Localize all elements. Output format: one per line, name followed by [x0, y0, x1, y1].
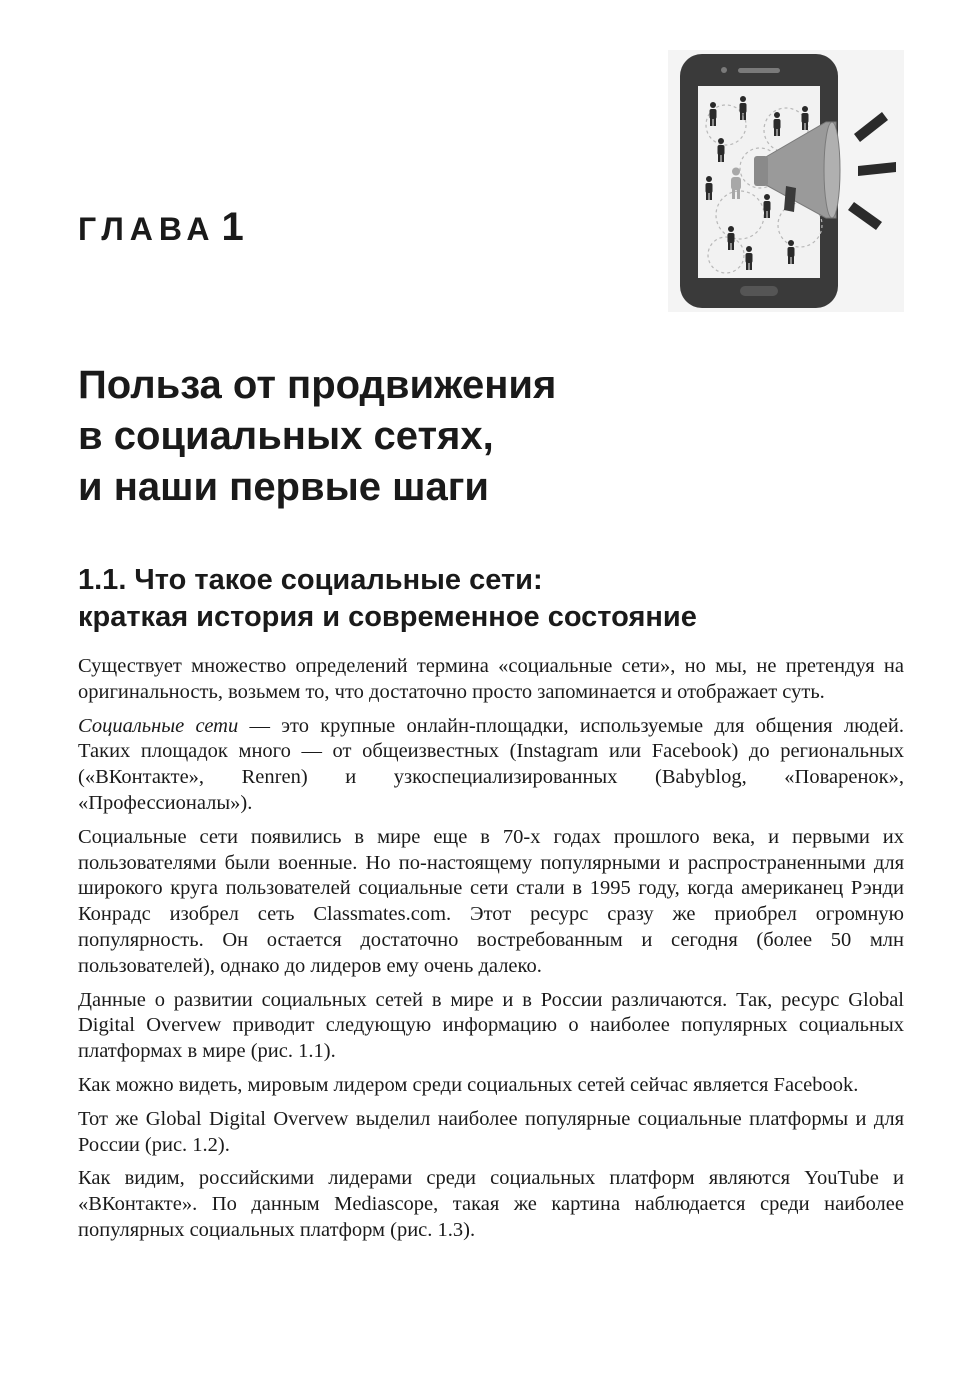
paragraph: [78, 714, 904, 817]
chapter-title-line: в социальных сетях,: [78, 414, 494, 458]
section-title: [78, 562, 898, 636]
term-emphasis: Социальные сети: [78, 714, 239, 737]
chapter-title: [78, 360, 698, 513]
section-title-line: краткая история и современное состояние: [78, 601, 697, 633]
chapter-number: 1: [221, 205, 244, 249]
paragraph: Тот же Global Digital Overvew выделил наиболее популярные социальные платформы и для России (рис. 1.2).: [78, 1107, 904, 1156]
paragraph: Данные о развитии социальных сетей в мире и в России различаются. Так, ресурс Global Digital Overvew приводит следующую информацию о наиболее популярных социальных платформах в мире (рис. 1.1).: [78, 988, 904, 1063]
paragraph: Как видим, российскими лидерами среди социальных платформ являются YouTube и «ВКонтакте». По данным Mediascope, такая же картина наблюдается среди наиболее популярных социальных платформ (рис. 1.3).: [78, 1167, 904, 1241]
chapter-label: [78, 205, 244, 250]
chapter-title-line: и наши первые шаги: [78, 465, 489, 509]
paragraph: Существует множество определений термина «социальные сети», но мы, не претендуя на оригинальность, возьмем то, что достаточно просто запоминается и отображает суть.: [78, 655, 904, 703]
paragraph: Как можно видеть, мировым лидером среди социальных сетей сейчас является Facebook.: [78, 1073, 859, 1096]
chapter-title-line: Польза от продвижения: [78, 363, 557, 407]
body-text: [78, 654, 904, 1252]
section-title-line: 1.1. Что такое социальные сети:: [78, 564, 543, 596]
chapter-word: ГЛАВА: [78, 211, 216, 247]
paragraph: Социальные сети появились в мире еще в 70-х годах прошлого века, и первыми их пользователями были военные. Но по-настоящему популярными и распространенными для широкого круга пользователей социальные сети стали в 1995 году, когда американец Рэнди Конрадс изобрел сеть Classmates.com. Этот ресурс сразу же приобрел огромную популярность. Он остается достаточно востребованным и сегодня (более 50 млн пользователей), однако до лидеров ему очень далеко.: [78, 825, 904, 977]
phone-megaphone-icon: [668, 50, 904, 312]
paragraph-text: — это крупные онлайн-площадки, используемые для общения людей. Таких площадок много — от общеизвестных (Instagram или Facebook) до региональных («ВКонтакте», Renren) и узкоспециализированных (Babyblog, «Поваренок», «Профессионалы»).: [78, 714, 904, 814]
